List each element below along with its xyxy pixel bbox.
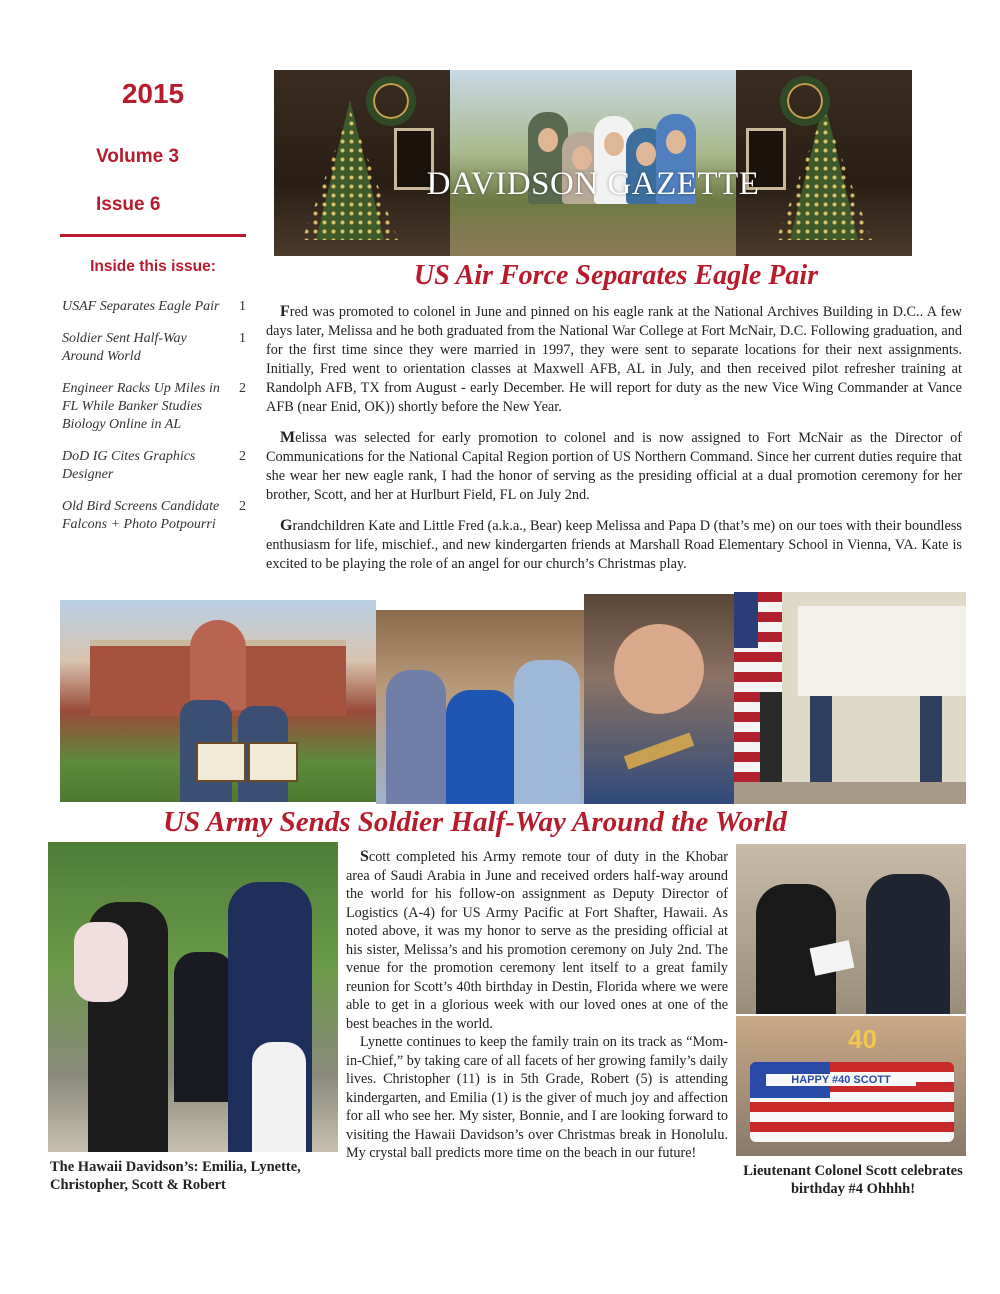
toc-item-page: 1 xyxy=(239,299,246,314)
toc-item[interactable] xyxy=(62,330,252,366)
article-paragraph xyxy=(346,1033,728,1163)
article-paragraph xyxy=(346,848,728,1033)
officer-figure xyxy=(810,696,832,788)
toc-item-page: 2 xyxy=(239,381,246,396)
projection-screen xyxy=(798,606,966,696)
toc-item-title: USAF Separates Eagle Pair xyxy=(62,299,220,314)
number-candles: 40 xyxy=(848,1024,877,1054)
child-figure xyxy=(174,952,234,1102)
oath-photo xyxy=(736,844,966,1014)
child-figure xyxy=(252,1042,306,1152)
sidebar-divider xyxy=(60,234,246,237)
toc-item-page: 2 xyxy=(239,449,246,464)
toc-item[interactable] xyxy=(62,298,252,316)
wreath-icon xyxy=(366,76,416,126)
paragraph-text: elissa was selected for early promotion to colonel and is now assigned to Fort McNair as the Director of Communications for the National Capital Region portion of US Northern Command. Since her current duties require that she wear her new eagle rank, I had the honor of serving as the presiding official at a dual promotion ceremony for her brother, Scott, and her at Hurlburt Field, FL on July 2nd. xyxy=(266,430,962,503)
promotion-ceremony-photo xyxy=(734,592,966,804)
flag-canton xyxy=(734,592,758,648)
kindergarten-graduation-photo xyxy=(376,610,584,804)
drop-cap: F xyxy=(280,303,290,320)
cake-writing: HAPPY #40 SCOTT xyxy=(766,1074,916,1086)
drop-cap: S xyxy=(360,848,369,865)
toc-item-title: Soldier Sent Half-Way Around World xyxy=(62,331,187,364)
toc-item-title: Old Bird Screens Candidate Falcons + Photo Potpourri xyxy=(62,499,220,532)
masthead-banner xyxy=(274,70,912,256)
toc-item[interactable] xyxy=(62,448,252,484)
volume-label: Volume 3 xyxy=(96,146,180,167)
article-paragraph xyxy=(266,516,962,574)
photo-caption: The Hawaii Davidson’s: Emilia, Lynette, Christopher, Scott & Robert xyxy=(50,1159,301,1193)
article-paragraph xyxy=(266,302,962,417)
birthday-cake-photo xyxy=(736,1016,966,1156)
officer-figure xyxy=(920,696,942,792)
baby-figure xyxy=(74,922,128,1002)
article-headline: US Army Sends Soldier Half-Way Around the World xyxy=(163,806,787,838)
article-body xyxy=(346,848,728,1163)
masthead-title: DAVIDSON GAZETTE xyxy=(426,166,760,202)
diploma xyxy=(248,742,298,782)
mother-figure xyxy=(386,670,446,804)
table-of-contents xyxy=(62,298,252,548)
paragraph-text: randchildren Kate and Little Fred (a.k.a., Bear) keep Melissa and Papa D (that’s me) on our toes with their boundless enthusiasm for life, mischief., and new kindergarten friends at Marshall Road Elementary School in Vienna, VA. Kate is excited to be playing the role of an angel for our church’s Christmas play. xyxy=(266,518,962,572)
person-head xyxy=(636,142,656,166)
person-head xyxy=(666,130,686,154)
photo-caption: Lieutenant Colonel Scott celebrates birthday #4 Ohhhh! xyxy=(743,1163,963,1197)
toc-item-title: Engineer Racks Up Miles in FL While Banker Studies Biology Online in AL xyxy=(62,381,220,432)
building-arch xyxy=(190,620,246,710)
paragraph-text: Lynette continues to keep the family train on its track as “Mom-in-Chief,” by taking care of all facets of her growing family’s daily lives. Christopher (11) is in 5th Grade, Robert (5) is attending kindergarten, and Emilia (1) is the giver of much joy and affection for all who see her. My sister, Bonnie, and I are looking forward to visiting the Hawaii Davidson’s over Christmas break in Honolulu. My crystal ball predicts more time on the beach in our future! xyxy=(346,1034,728,1161)
family-group-photo xyxy=(450,70,736,256)
graduation-photo xyxy=(60,600,376,802)
issue-year: 2015 xyxy=(121,78,185,109)
issue-label: Issue 6 xyxy=(96,194,161,215)
boy-playing-photo xyxy=(584,594,734,804)
toc-item-page: 2 xyxy=(239,499,246,514)
father-figure xyxy=(514,660,580,804)
drop-cap: M xyxy=(280,429,296,446)
wreath-icon xyxy=(780,76,830,126)
toc-heading: Inside this issue: xyxy=(90,258,216,275)
christmas-hall-photo-left xyxy=(274,70,450,256)
drop-cap: G xyxy=(280,517,293,534)
toc-item-title: DoD IG Cites Graphics Designer xyxy=(62,449,196,482)
article-paragraph xyxy=(266,428,962,505)
paragraph-text: red was promoted to colonel in June and pinned on his eagle rank at the National Archives Building in D.C.. A few days later, Melissa and he both graduated from the National War College at Fort McNair, D.C. Following graduation, and for the first time since they were married in 1997, they were sent to separate locations for their next assignments. Initially, Fred went to orientation classes at Maxwell AFB, AL in July, and then received pilot refresher training at Randolph AFB, TX from August - early December. He will report for duty as the new Vice Wing Commander at Vance AFB (near Enid, OK)) shortly before the New Year. xyxy=(266,304,962,415)
hawaii-family-photo xyxy=(48,842,338,1152)
child-gown xyxy=(446,690,516,804)
toc-item[interactable] xyxy=(62,498,252,534)
christmas-hall-photo-right xyxy=(736,70,912,256)
toy-sticks xyxy=(624,732,695,769)
toc-item[interactable] xyxy=(62,380,252,434)
article-body xyxy=(266,302,962,585)
diploma xyxy=(196,742,246,782)
paragraph-text: cott completed his Army remote tour of duty in the Khobar area of Saudi Arabia in June and received orders half-way around the world for his follow-on assignment as Deputy Director of Logistics (A-4) for US Army Pacific at Fort Shafter, Hawaii. As noted above, it was my honor to serve as the presiding official at his sister, Melissa’s and his promotion ceremony on July 2nd. The venue for the promotion ceremony lent itself to a great family reunion for Scott’s 40th birthday in Destin, Florida where we were able to get in a glorious week with our loved ones at one of the best beaches in the world. xyxy=(346,849,728,1032)
toc-item-page: 1 xyxy=(239,331,246,346)
person-head xyxy=(604,132,624,156)
stage-floor xyxy=(734,782,966,804)
person-head xyxy=(538,128,558,152)
officer-figure xyxy=(760,692,782,782)
article-headline: US Air Force Separates Eagle Pair xyxy=(413,260,819,291)
officer-figure xyxy=(866,874,950,1014)
boy-head xyxy=(614,624,704,714)
